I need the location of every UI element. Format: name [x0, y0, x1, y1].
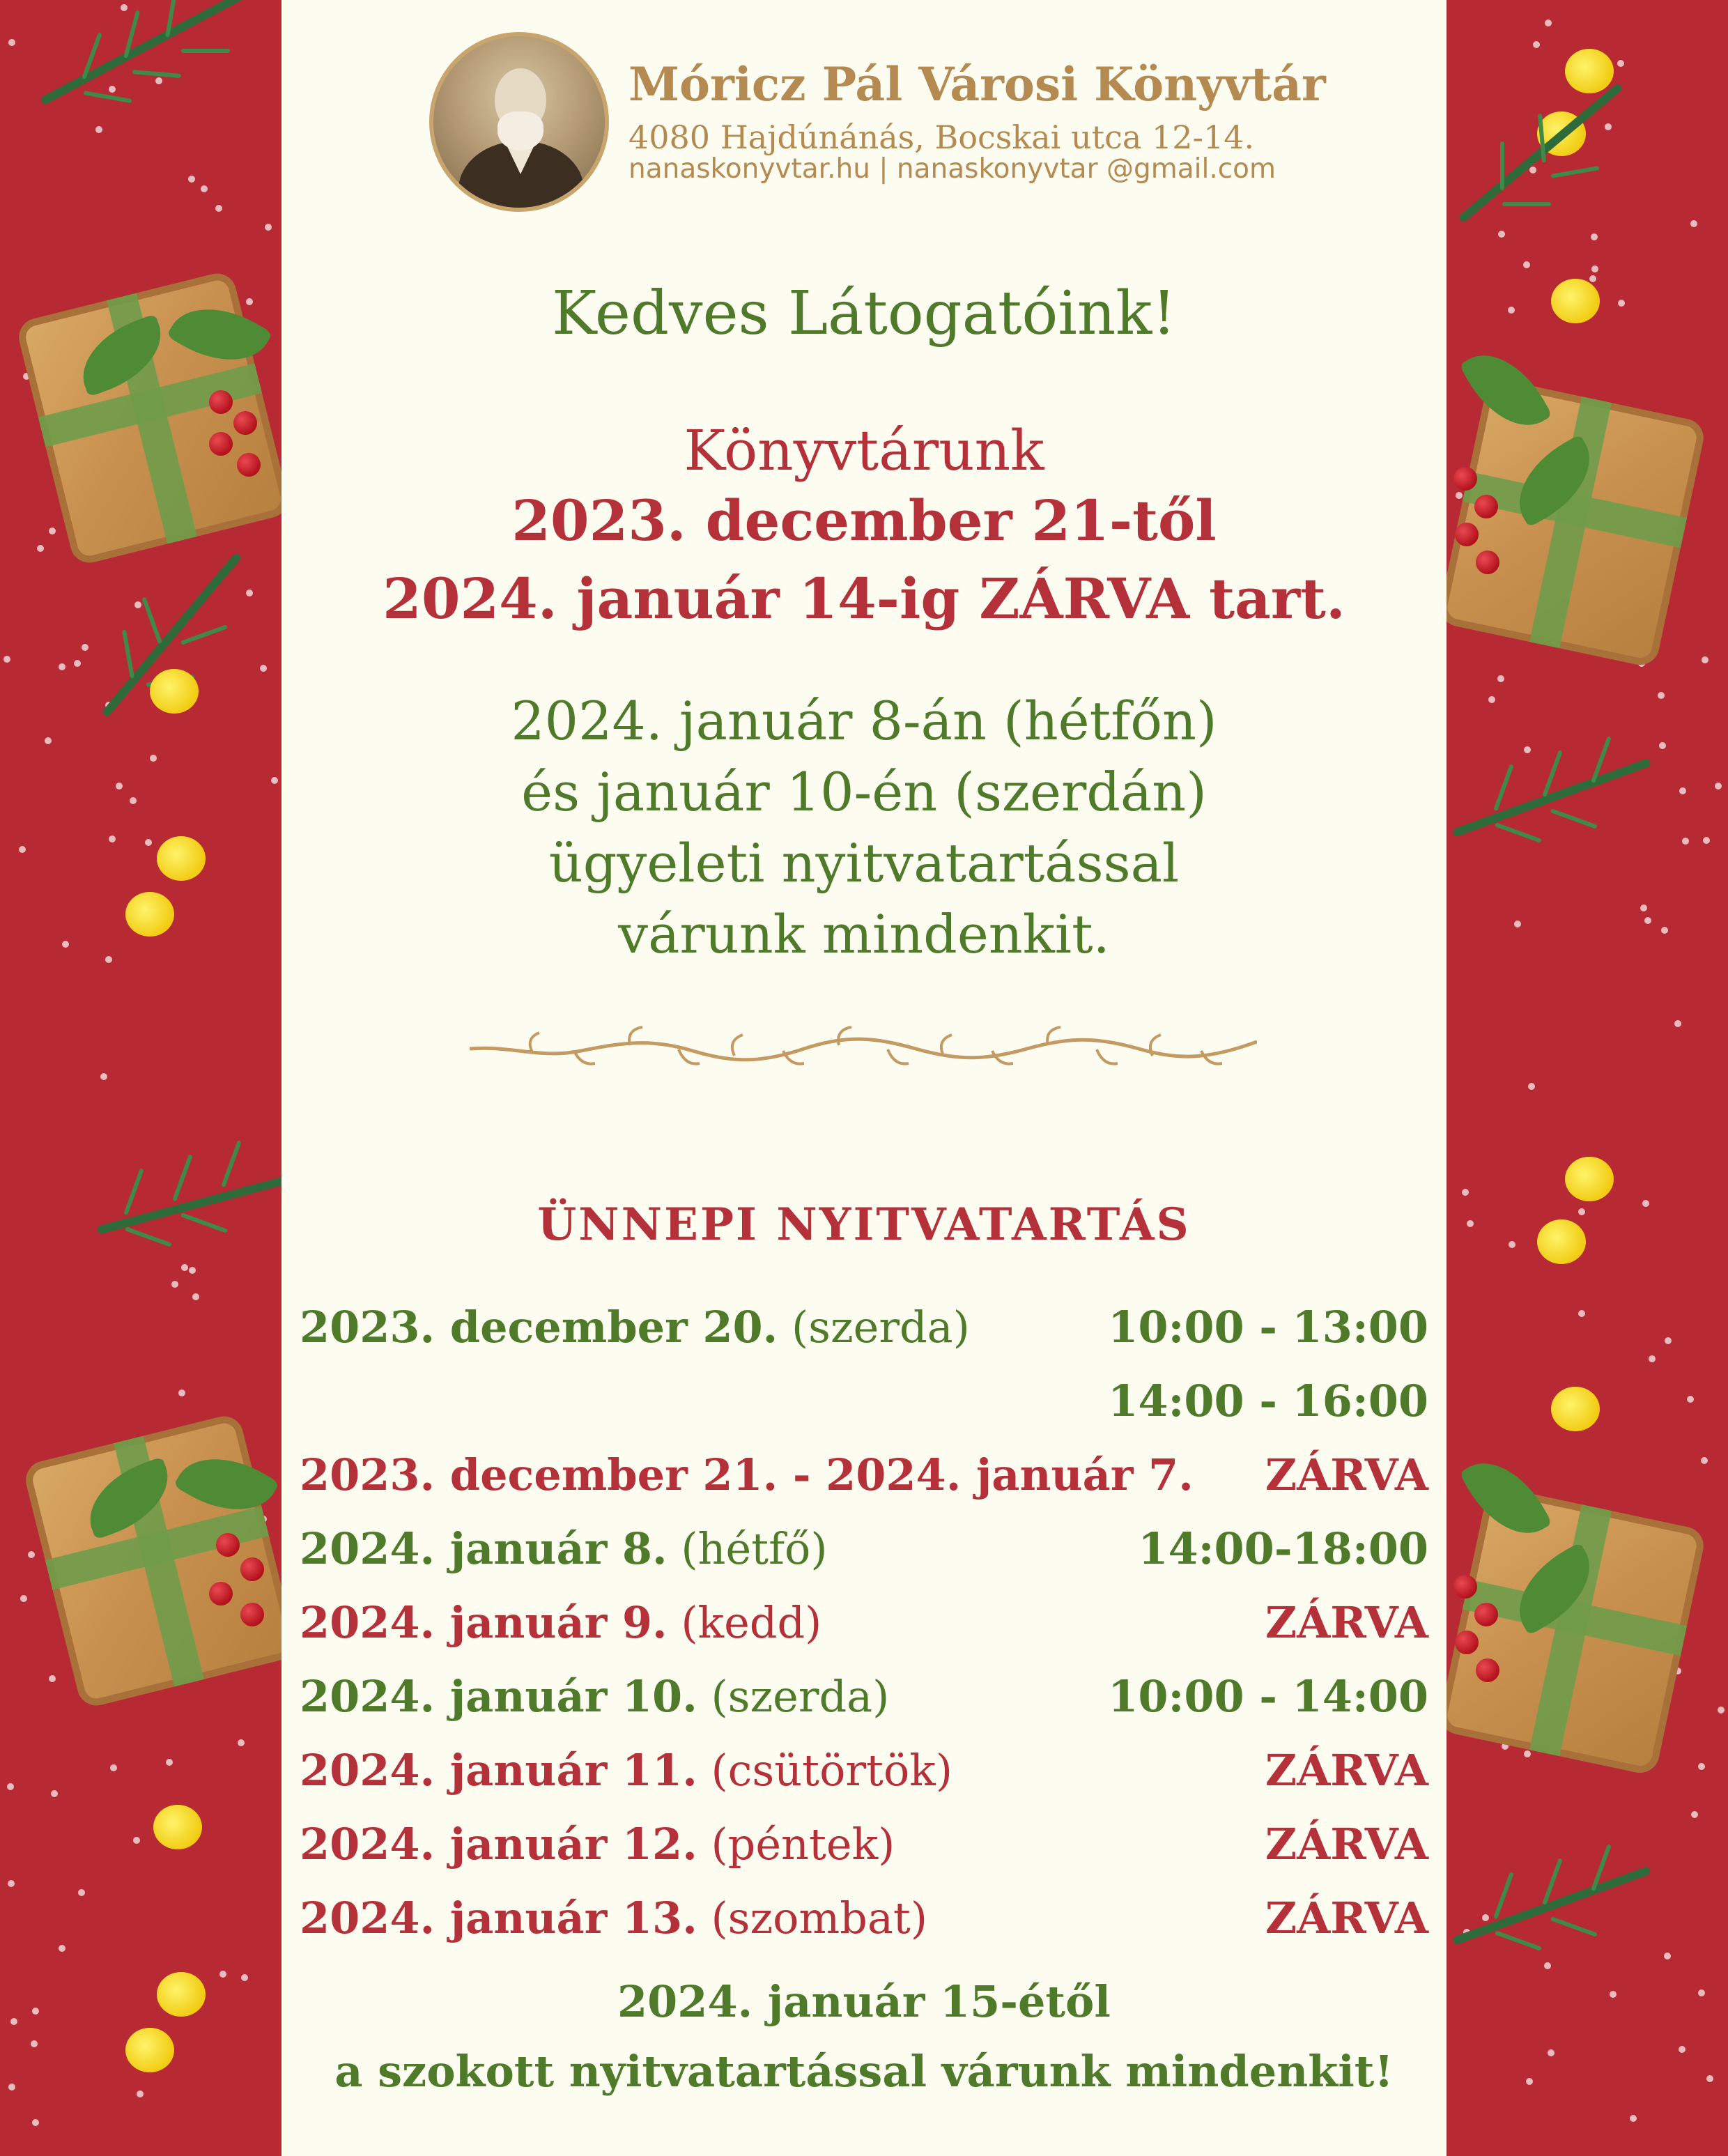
snow-dot — [166, 1759, 173, 1766]
snow-dot — [1482, 1914, 1489, 1921]
schedule-row — [300, 1376, 1428, 1445]
duty-line-2: és január 10-én (szerdán) — [521, 761, 1207, 823]
snow-dot — [1467, 1220, 1474, 1227]
snow-dot — [1691, 1811, 1698, 1818]
snow-dot — [1702, 656, 1708, 663]
snow-dot — [37, 545, 44, 552]
berry-icon — [240, 1603, 264, 1626]
snow-dot — [1706, 2075, 1713, 2082]
berry-icon — [1476, 1658, 1499, 1682]
snow-dot — [1698, 1989, 1705, 1996]
library-name: Móricz Pál Városi Könyvtár — [628, 57, 1326, 111]
snow-dot — [219, 1971, 226, 1978]
vine-divider-icon — [470, 1017, 1257, 1080]
snow-dot — [201, 185, 208, 192]
snow-dot — [1698, 1763, 1705, 1770]
berry-icon — [209, 1582, 233, 1606]
schedule-date — [300, 1449, 1194, 1500]
snow-dot — [181, 1264, 188, 1271]
schedule-date-text: 2024. január 10. — [300, 1671, 697, 1722]
schedule-date — [300, 1819, 895, 1870]
snow-dot — [1462, 1189, 1469, 1196]
closure-until: 2024. január 14-ig ZÁRVA tart. — [383, 566, 1345, 631]
snow-dot — [265, 224, 272, 231]
snow-dot — [109, 836, 116, 842]
berry-icon — [1474, 495, 1498, 518]
snow-dot — [1658, 692, 1665, 699]
gift-box-icon — [1447, 377, 1707, 669]
snow-dot — [1649, 1355, 1656, 1362]
ornament-icon — [157, 1972, 206, 2017]
snow-dot — [1545, 20, 1552, 26]
ornament-icon — [125, 2028, 174, 2072]
snow-dot — [7, 1783, 14, 1790]
ornament-icon — [1565, 49, 1614, 93]
snow-dot — [51, 1790, 58, 1797]
snow-dot — [49, 1675, 56, 1682]
snow-dot — [1529, 167, 1536, 174]
snow-dot — [192, 1293, 199, 1300]
berry-icon — [209, 390, 233, 414]
snow-dot — [32, 2119, 39, 2126]
schedule-title: ÜNNEPI NYITVATARTÁS — [537, 1199, 1191, 1251]
berry-icon — [1453, 1575, 1477, 1599]
snow-dot — [130, 797, 137, 804]
schedule-weekday: (szombat) — [697, 1893, 928, 1943]
snow-dot — [110, 1764, 117, 1771]
ornament-icon — [150, 669, 199, 714]
ornament-icon — [1551, 1387, 1600, 1431]
snow-dot — [1682, 838, 1689, 845]
snow-dot — [1548, 2049, 1555, 2056]
schedule-weekday: (csütörtök) — [697, 1745, 953, 1796]
snow-dot — [1665, 1337, 1672, 1344]
snow-dot — [1528, 1083, 1535, 1090]
snow-dot — [1618, 300, 1625, 307]
schedule-row — [300, 1745, 1428, 1815]
snow-dot — [20, 1595, 27, 1602]
snow-dot — [133, 1837, 140, 1844]
snow-dot — [1498, 231, 1505, 238]
snow-dot — [10, 2018, 17, 2025]
schedule-hours: ZÁRVA — [1265, 1597, 1428, 1648]
snow-dot — [8, 39, 15, 46]
snow-dot — [1664, 1953, 1671, 1959]
schedule-date — [300, 1893, 927, 1943]
snow-dot — [59, 1945, 65, 1952]
snow-dot — [1674, 1020, 1681, 1027]
snow-dot — [150, 755, 157, 762]
ornament-icon — [125, 892, 174, 937]
snow-dot — [105, 956, 112, 963]
berry-icon — [237, 453, 261, 477]
duty-line-3: ügyeleti nyitvatartással — [548, 832, 1180, 894]
schedule-row — [300, 1893, 1428, 1962]
snow-dot — [1605, 123, 1612, 130]
schedule-weekday: (hétfő) — [667, 1523, 828, 1574]
portrait-avatar — [429, 32, 609, 212]
snow-dot — [1456, 492, 1463, 499]
schedule-weekday: (péntek) — [697, 1819, 895, 1870]
snow-dot — [1640, 904, 1647, 911]
snow-dot — [1617, 60, 1624, 67]
snow-dot — [1578, 1310, 1585, 1317]
snow-dot — [246, 298, 253, 305]
gift-box-icon — [1447, 1485, 1707, 1777]
berry-icon — [233, 411, 257, 435]
snow-dot — [45, 737, 52, 744]
snow-dot — [246, 590, 253, 596]
snow-dot — [189, 1267, 196, 1274]
snow-dot — [1526, 2078, 1533, 2085]
footer-line-1: 2024. január 15-étől — [617, 1976, 1111, 2027]
snow-dot — [215, 205, 222, 212]
snow-dot — [28, 1551, 35, 1558]
ornament-icon — [157, 836, 206, 881]
schedule-row — [300, 1302, 1428, 1371]
ornament-icon — [1537, 1219, 1586, 1264]
snow-dot — [271, 777, 278, 784]
snow-dot — [3, 656, 10, 663]
schedule-date-text: 2024. január 11. — [300, 1745, 697, 1796]
schedule-date — [300, 1671, 889, 1722]
schedule-hours: ZÁRVA — [1265, 1449, 1428, 1500]
berry-icon — [1455, 523, 1479, 546]
snow-dot — [8, 1880, 15, 1887]
snow-dot — [121, 4, 128, 11]
snow-dot — [1591, 233, 1598, 240]
snow-dot — [1610, 1991, 1617, 1998]
snow-dot — [1642, 1200, 1649, 1207]
snow-dot — [1630, 2115, 1637, 2122]
snow-dot — [1509, 1241, 1515, 1248]
schedule-weekday: (szerda) — [778, 1302, 970, 1353]
snow-dot — [1589, 275, 1596, 282]
schedule-hours: ZÁRVA — [1265, 1819, 1428, 1870]
berry-icon — [1455, 1631, 1479, 1654]
schedule-weekday: (kedd) — [667, 1597, 822, 1648]
snow-dot — [134, 601, 141, 608]
snow-dot — [82, 644, 88, 651]
snow-dot — [1644, 917, 1651, 924]
duty-line-4: várunk mindenkit. — [618, 903, 1110, 965]
snow-dot — [1659, 742, 1666, 749]
ornament-icon — [1565, 1157, 1614, 1201]
schedule-row — [300, 1449, 1428, 1519]
snow-dot — [95, 126, 102, 133]
berry-icon — [216, 1533, 240, 1557]
snow-dot — [1508, 307, 1515, 314]
snow-dot — [1661, 927, 1668, 934]
berry-icon — [1474, 1603, 1498, 1626]
closure-from: 2023. december 21-től — [511, 488, 1217, 553]
snow-dot — [1578, 1208, 1585, 1215]
schedule-hours: 14:00-18:00 — [1138, 1523, 1428, 1574]
snow-dot — [1703, 837, 1710, 844]
berry-icon — [209, 432, 233, 456]
snow-dot — [145, 839, 152, 846]
snow-dot — [241, 1974, 248, 1981]
schedule-date — [300, 1523, 828, 1574]
notice-panel — [281, 0, 1447, 2156]
schedule-date — [300, 1302, 970, 1353]
snow-dot — [1523, 261, 1530, 268]
snow-dot — [171, 1281, 178, 1288]
schedule-date-text: 2024. január 8. — [300, 1523, 668, 1574]
berry-icon — [240, 1557, 264, 1581]
snow-dot — [1679, 787, 1686, 794]
snow-dot — [74, 660, 81, 667]
snow-dot — [1533, 41, 1540, 48]
snow-dot — [178, 1389, 185, 1396]
schedule-date-text: 2024. január 12. — [300, 1819, 697, 1870]
snow-dot — [188, 176, 195, 183]
snow-dot — [155, 77, 162, 84]
snow-dot — [32, 2008, 39, 2015]
berry-icon — [1476, 550, 1499, 574]
snow-dot — [19, 846, 26, 853]
schedule-weekday: (szerda) — [697, 1671, 890, 1722]
left-decoration-strip — [0, 0, 281, 2156]
closure-intro: Könyvtárunk — [684, 418, 1044, 483]
schedule-date-text: 2024. január 9. — [300, 1597, 668, 1648]
schedule-hours: ZÁRVA — [1265, 1893, 1428, 1943]
snow-dot — [1497, 675, 1504, 682]
snow-dot — [1514, 921, 1521, 927]
snow-dot — [49, 528, 56, 534]
snow-dot — [8, 2084, 15, 2090]
schedule-row — [300, 1597, 1428, 1667]
snow-dot — [1701, 1457, 1708, 1464]
library-contact: nanaskonyvtar.hu | nanaskonyvtar @gmail.com — [628, 153, 1276, 185]
schedule-date-text: 2023. december 20. — [300, 1302, 778, 1353]
snow-dot — [100, 1073, 107, 1080]
schedule-hours: 14:00 - 16:00 — [1108, 1376, 1428, 1426]
snow-dot — [1591, 265, 1598, 272]
snow-dot — [1690, 220, 1697, 227]
schedule-hours: 10:00 - 14:00 — [1108, 1671, 1428, 1722]
library-address: 4080 Hajdúnánás, Bocskai utca 12-14. — [628, 118, 1255, 156]
duty-line-1: 2024. január 8-án (hétfőn) — [511, 690, 1217, 752]
greeting-heading: Kedves Látogatóink! — [552, 279, 1176, 348]
snow-dot — [1718, 1707, 1725, 1714]
snow-dot — [62, 941, 69, 948]
snow-dot — [31, 2040, 38, 2047]
footer-line-2: a szokott nyitvatartással várunk mindenkit! — [334, 2046, 1394, 2097]
snow-dot — [59, 663, 65, 670]
snow-dot — [1687, 1396, 1694, 1403]
snow-dot — [1524, 746, 1531, 753]
snow-dot — [109, 86, 116, 93]
snow-dot — [78, 1889, 85, 1896]
snow-dot — [1488, 696, 1495, 703]
snow-dot — [1544, 1962, 1551, 1969]
schedule-row — [300, 1671, 1428, 1741]
ornament-icon — [1551, 279, 1600, 323]
schedule-row — [300, 1819, 1428, 1888]
schedule-row — [300, 1523, 1428, 1593]
snow-dot — [238, 1739, 245, 1746]
schedule-hours: 10:00 - 13:00 — [1108, 1302, 1428, 1353]
snow-dot — [1524, 1750, 1531, 1757]
schedule-date-text: 2023. december 21. - 2024. január 7. — [300, 1449, 1194, 1500]
berry-icon — [1453, 467, 1477, 491]
schedule-date — [300, 1597, 821, 1648]
right-decoration-strip — [1447, 0, 1728, 2156]
ornament-icon — [153, 1805, 202, 1849]
snow-dot — [260, 665, 267, 672]
snow-dot — [1715, 783, 1722, 790]
snow-dot — [1679, 2046, 1685, 2053]
snow-dot — [137, 2090, 144, 2097]
schedule-date-text: 2024. január 13. — [300, 1893, 697, 1943]
snow-dot — [116, 783, 123, 790]
schedule-hours: ZÁRVA — [1265, 1745, 1428, 1796]
schedule-date — [300, 1745, 952, 1796]
